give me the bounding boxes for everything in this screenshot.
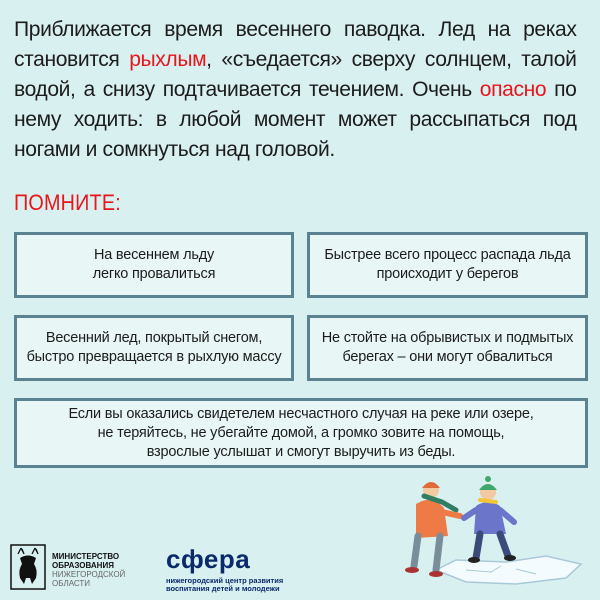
remember-heading: ПОМНИТЕ: xyxy=(14,190,121,215)
tip-card xyxy=(307,315,588,381)
tip-line: Быстрее всего процесс распада льда xyxy=(324,247,571,263)
tip-card-text xyxy=(322,329,573,367)
intro-text-2: , «съедается» сверху солнцем, талой водой, а снизу подтачивается течением. Очень xyxy=(14,47,577,101)
tip-card xyxy=(14,315,294,381)
tip-card xyxy=(14,232,294,298)
intro-paragraph xyxy=(14,14,577,164)
tip-card xyxy=(307,232,588,298)
tip-card-text xyxy=(27,329,282,367)
tip-line: легко провалиться xyxy=(92,266,216,282)
tip-card-text xyxy=(68,405,533,462)
ministry-logo-text: МИНИСТЕРСТВО ОБРАЗОВАНИЯ НИЖЕГОРОДСКОЙ ОБЛАСТИ xyxy=(52,552,126,588)
ministry-logo xyxy=(10,544,150,592)
tip-line: Если вы оказались свидетелем несчастного случая на реке или озере, xyxy=(68,405,534,422)
tip-card-text xyxy=(324,246,570,284)
deer-emblem-icon xyxy=(10,544,46,590)
tip-card-wide xyxy=(14,398,588,468)
tip-line: взрослые услышат и смогут выручить из беды. xyxy=(146,443,456,460)
tip-line: происходит у берегов xyxy=(376,266,519,282)
intro-highlight-dangerous: опасно xyxy=(479,77,547,101)
intro-text-3: по нему ходить: в любой момент может рассыпаться под ногами и сомкнуться над головой. xyxy=(14,77,577,161)
tip-line: не теряйтесь, не убегайте домой, а громко зовите на помощь, xyxy=(97,424,505,441)
tip-line: быстро превращается в рыхлую массу xyxy=(26,349,282,365)
tip-line: Не стойте на обрывистых и подмытых xyxy=(321,330,574,346)
sfera-logo-subtitle: нижегородский центр развития воспитания детей и молодежи xyxy=(166,576,284,593)
tip-card-text xyxy=(93,246,215,284)
children-on-ice-illustration xyxy=(396,474,596,594)
tip-line: На весеннем льду xyxy=(93,247,215,263)
sfera-logo xyxy=(158,544,308,594)
tip-line: берегах – они могут обвалиться xyxy=(342,349,553,365)
sfera-logo-name: сфера xyxy=(166,544,251,574)
intro-highlight-loose: рыхлым xyxy=(129,47,207,71)
intro-text-1: Приближается время весеннего паводка. Лед на реках становится xyxy=(14,17,577,71)
tip-line: Весенний лед, покрытый снегом, xyxy=(45,330,263,346)
